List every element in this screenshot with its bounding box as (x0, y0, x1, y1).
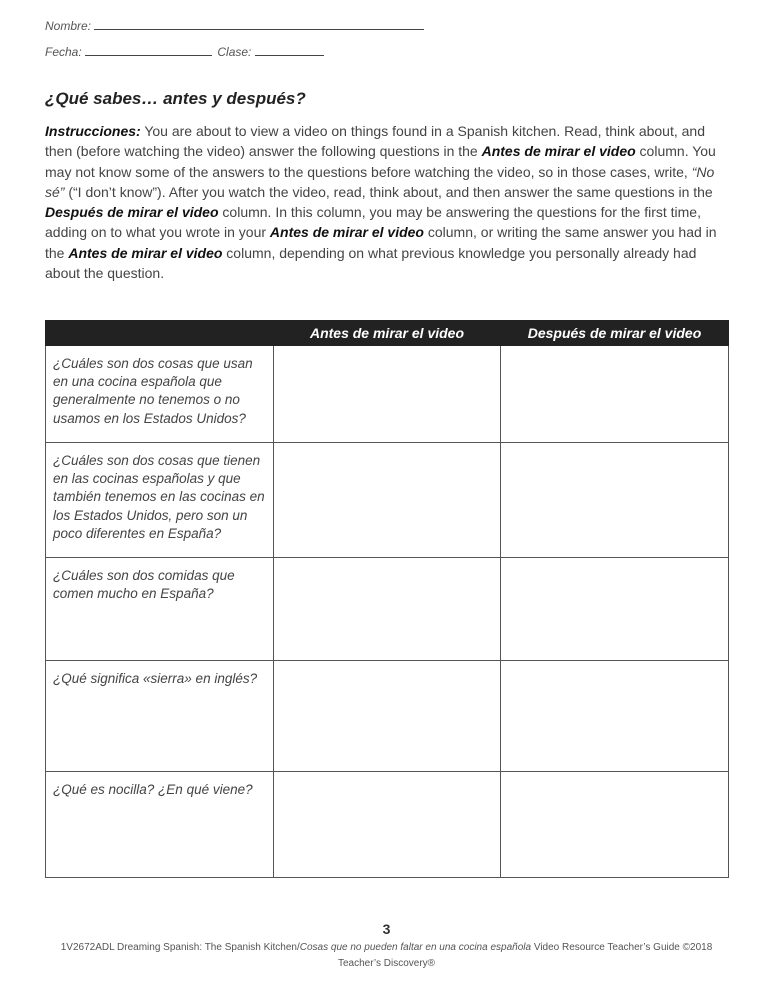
question-cell: ¿Cuáles son dos cosas que tienen en las cocinas españolas y que también tenemos en las cocinas en los Estados Unidos, pero son un poco diferentes en España? (46, 443, 274, 558)
question-cell: ¿Qué significa «sierra» en inglés? (46, 661, 274, 772)
header-despues: Después de mirar el video (501, 321, 729, 346)
date-field[interactable] (85, 43, 212, 56)
question-cell: ¿Cuáles son dos cosas que usan en una cocina española que generalmente no tenemos o no usamos en los Estados Unidos? (46, 346, 274, 443)
column-ref-antes-3: Antes de mirar el video (68, 244, 223, 261)
answer-antes-cell[interactable] (274, 346, 501, 443)
header-blank (46, 321, 274, 346)
instructions-text-2: column. You may not know some of the answers to the questions before watching the video, so in those cases, write, (45, 143, 716, 180)
instructions-text-5: column, or writing the same answer you had in the (45, 224, 717, 261)
question-cell: ¿Cuáles son dos comidas que comen mucho en España? (46, 558, 274, 661)
instructions-text-1: You are about to view a video on things found in a Spanish kitchen. Read, think about, and then (before watching the video) answer the following questions in the (45, 123, 705, 160)
name-label: Nombre: (45, 19, 92, 33)
credit-italic-title: Cosas que no pueden faltar en una cocina española (299, 942, 532, 953)
credit-publisher: Teacher’s Discovery® (337, 958, 436, 969)
answer-antes-cell[interactable] (274, 772, 501, 878)
table-row (46, 558, 729, 661)
table-row (46, 346, 729, 443)
answer-despues-cell[interactable] (501, 661, 729, 772)
credit-prefix: 1V2672ADL Dreaming Spanish: The Spanish Kitchen/ (60, 942, 300, 953)
date-class-field-row (45, 43, 324, 59)
column-ref-antes: Antes de mirar el video (481, 143, 636, 160)
credit-suffix: Video Resource Teacher’s Guide ©2018 (531, 942, 713, 953)
answer-despues-cell[interactable] (501, 346, 729, 443)
question-cell: ¿Qué es nocilla? ¿En qué viene? (46, 772, 274, 878)
instructions-text-3: (“I don’t know”). After you watch the video, read, think about, and then answer the same questions in the (64, 183, 713, 200)
page-number: 3 (382, 921, 391, 937)
table-header-row (46, 321, 729, 346)
answer-antes-cell[interactable] (274, 661, 501, 772)
instructions-paragraph (45, 121, 729, 283)
class-label: Clase: (217, 45, 252, 59)
table-row (46, 661, 729, 772)
answer-antes-cell[interactable] (274, 443, 501, 558)
questions-table (45, 320, 729, 878)
footer-credit (0, 940, 773, 972)
answer-despues-cell[interactable] (501, 443, 729, 558)
name-field[interactable] (94, 17, 424, 30)
no-se-text: “No sé” (45, 163, 715, 200)
date-label: Fecha: (45, 45, 82, 59)
page-title: ¿Qué sabes… antes y después? (45, 89, 306, 108)
answer-despues-cell[interactable] (501, 772, 729, 878)
name-field-row (45, 17, 424, 33)
table-row (46, 443, 729, 558)
column-ref-antes-2: Antes de mirar el video (269, 224, 424, 241)
answer-despues-cell[interactable] (501, 558, 729, 661)
column-ref-despues: Después de mirar el video (45, 204, 219, 221)
instructions-text-4: column. In this column, you may be answering the questions for the first time, adding on to what you wrote in your (45, 204, 701, 241)
instructions-text-6: column, depending on what previous knowledge you personally already had about the question. (45, 244, 697, 282)
class-field[interactable] (255, 43, 324, 56)
header-antes: Antes de mirar el video (274, 321, 501, 346)
table-row (46, 772, 729, 878)
answer-antes-cell[interactable] (274, 558, 501, 661)
instructions-label: Instrucciones: (45, 123, 141, 139)
